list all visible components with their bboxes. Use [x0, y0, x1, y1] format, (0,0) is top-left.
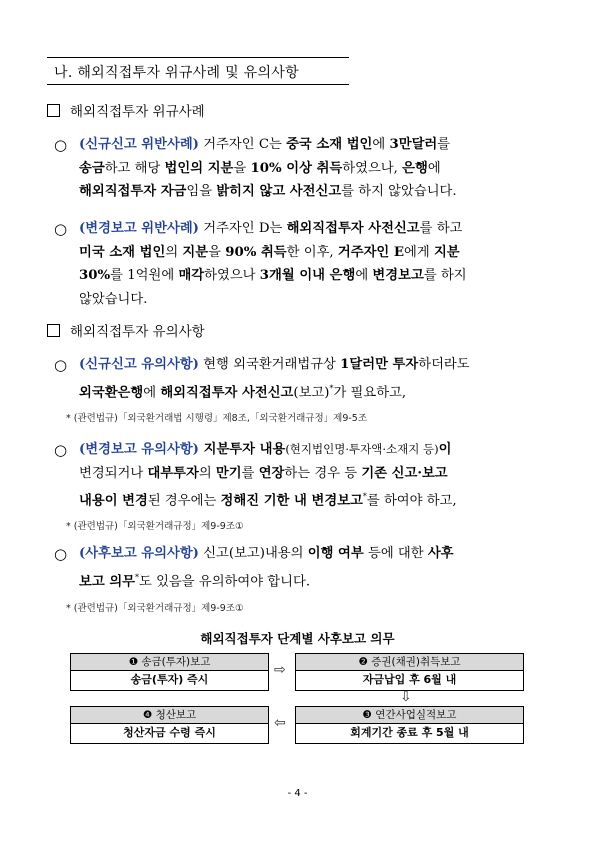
step-box-annual-performance-report — [295, 706, 524, 744]
case2-line4: 않았습니다. — [79, 291, 148, 307]
section-title: 나. 해외직접투자 위규사례 및 유의사항 — [54, 65, 299, 81]
note1-line2: 외국환은행에 해외직접투자 사전신고(보고)*가 필요하고, — [79, 383, 407, 400]
circle-bullet-icon: ○ — [54, 441, 68, 459]
step-number-4: ❹ — [142, 709, 153, 721]
case1-line1: (신규신고 위반사례) 거주자인 C는 중국 소재 법인에 3만달러를 — [79, 137, 451, 152]
circle-bullet-icon: ○ — [54, 220, 68, 238]
case2-paragraph — [79, 217, 553, 311]
step-box-remittance-report — [70, 653, 269, 691]
note1-legal-reference: * (관련법규)「외국환거래법 시행령」제8조,「외국환거래규정」제9-5조 — [66, 413, 368, 424]
square-bullet-icon — [47, 324, 60, 337]
note3-paragraph — [79, 542, 553, 593]
step-deadline: 회계기간 종료 후 5월 내 — [350, 726, 469, 739]
subsection-heading-violations: 해외직접투자 위규사례 — [47, 100, 205, 120]
note3-legal-reference: * (관련법규)「외국환거래규정」제9-9조① — [66, 603, 244, 614]
step-number-3: ❸ — [362, 709, 372, 721]
step-number-2: ❷ — [358, 656, 368, 668]
circle-bullet-icon: ○ — [54, 356, 68, 374]
note2-line2: 변경되거나 대부투자의 만기를 연장하는 경우 등 기존 신고·보고 — [79, 465, 448, 481]
note1-line1: (신규신고 유의사항) 현행 외국환거래법규상 1달러만 투자하더라도 — [79, 357, 470, 372]
circle-bullet-icon: ○ — [54, 136, 68, 154]
step-deadline: 자금납입 후 6월 내 — [362, 673, 457, 686]
step-deadline: 청산자금 수령 즉시 — [123, 726, 216, 739]
note2-line1: (변경보고 유의사항) 지분투자 내용(현지법인명·투자액·소재지 등)이 — [79, 442, 452, 457]
arrow-left-icon: ⇦ — [274, 715, 286, 731]
step-deadline: 송금(투자) 즉시 — [130, 673, 209, 686]
case2-line3: 30%를 1억원에 매각하였으나 3개월 이내 은행에 변경보고를 하지 — [79, 268, 467, 283]
step-label: 증권(채권)취득보고 — [371, 656, 461, 668]
case1-line3: 해외직접투자 자금임을 밝히지 않고 사전신고를 하지 않았습니다. — [79, 184, 457, 199]
note3-line2: 보고 의무*도 있음을 유의하여야 합니다. — [79, 572, 311, 589]
note1-paragraph — [79, 353, 553, 404]
circle-bullet-icon: ○ — [54, 545, 68, 563]
note3-line1: (사후보고 유의사항) 신고(보고)내용의 이행 여부 등에 대한 사후 — [79, 546, 454, 561]
step-number-1: ❶ — [128, 656, 138, 668]
subsection-heading-precautions: 해외직접투자 유의사항 — [47, 320, 205, 340]
step-box-liquidation-report — [70, 706, 269, 744]
case2-line2: 미국 소재 법인의 지분을 90% 취득한 이후, 거주자인 E에게 지분 — [79, 244, 460, 260]
diagram-title: 해외직접투자 단계별 사후보고 의무 — [200, 631, 395, 646]
note2-paragraph — [79, 438, 553, 513]
step-label: 연간사업실적보고 — [375, 709, 457, 721]
step-label: 청산보고 — [155, 709, 197, 721]
case1-paragraph — [79, 133, 553, 204]
note2-legal-reference: * (관련법규)「외국환거래규정」제9-9조① — [66, 521, 244, 532]
section-title-bottom-rule — [47, 84, 349, 85]
note2-line3: 내용이 변경된 경우에는 정해진 기한 내 변경보고*를 하여야 하고, — [79, 492, 457, 509]
section-title-top-rule — [47, 57, 349, 58]
case1-line2: 송금하고 해당 법인의 지분을 10% 이상 취득하였으나, 은행에 — [79, 160, 441, 176]
step-label: 송금(투자)보고 — [141, 656, 211, 668]
square-bullet-icon — [47, 104, 60, 117]
arrow-right-icon: ⇨ — [274, 662, 286, 678]
page-number: - 4 - — [287, 788, 308, 799]
arrow-down-icon: ⇩ — [400, 689, 412, 705]
step-box-securities-acquisition-report — [295, 653, 524, 691]
case2-line1: (변경보고 위반사례) 거주자인 D는 해외직접투자 사전신고를 하고 — [79, 221, 463, 236]
